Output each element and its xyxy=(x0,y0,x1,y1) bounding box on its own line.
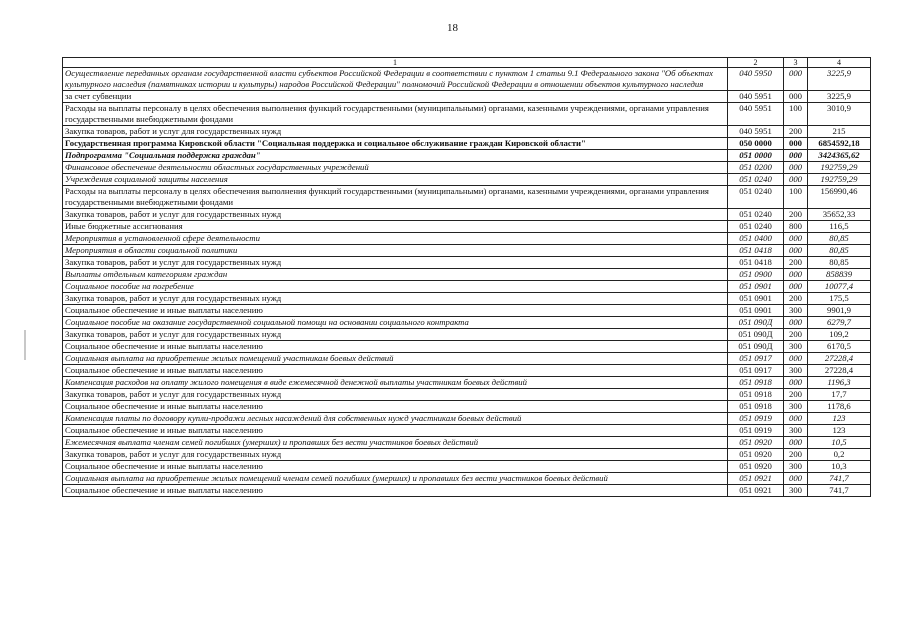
row-vr-cell: 800 xyxy=(784,221,808,233)
row-vr-cell: 300 xyxy=(784,401,808,413)
row-name-cell: Иные бюджетные ассигнования xyxy=(63,221,728,233)
row-name-cell: Подпрограмма "Социальная поддержка граждан" xyxy=(63,150,728,162)
table-row xyxy=(63,257,871,269)
table-row xyxy=(63,293,871,305)
row-vr-cell: 200 xyxy=(784,329,808,341)
row-code-cell: 051 0921 xyxy=(728,473,784,485)
row-code-cell: 040 5950 xyxy=(728,68,784,91)
row-vr-cell: 300 xyxy=(784,485,808,497)
page-number: 18 xyxy=(447,22,458,34)
table-row xyxy=(63,91,871,103)
scan-margin-mark xyxy=(24,330,26,360)
row-vr-cell: 100 xyxy=(784,186,808,209)
table-row xyxy=(63,162,871,174)
row-sum-cell: 858839 xyxy=(808,269,871,281)
row-code-cell: 051 0918 xyxy=(728,377,784,389)
table-body xyxy=(63,68,871,497)
row-code-cell: 051 0418 xyxy=(728,245,784,257)
row-code-cell: 051 0921 xyxy=(728,485,784,497)
row-vr-cell: 200 xyxy=(784,257,808,269)
budget-table xyxy=(62,57,871,497)
table-row xyxy=(63,269,871,281)
table-row xyxy=(63,461,871,473)
row-vr-cell: 000 xyxy=(784,68,808,91)
row-sum-cell: 3010,9 xyxy=(808,103,871,126)
row-code-cell: 051 0240 xyxy=(728,186,784,209)
row-code-cell: 051 0900 xyxy=(728,269,784,281)
row-code-cell: 051 0901 xyxy=(728,293,784,305)
row-sum-cell: 35652,33 xyxy=(808,209,871,221)
row-sum-cell: 10077,4 xyxy=(808,281,871,293)
header-col-sum: 4 xyxy=(808,58,871,68)
row-code-cell: 051 0901 xyxy=(728,305,784,317)
row-vr-cell: 100 xyxy=(784,103,808,126)
row-sum-cell: 3424365,62 xyxy=(808,150,871,162)
row-sum-cell: 80,85 xyxy=(808,245,871,257)
row-vr-cell: 000 xyxy=(784,174,808,186)
row-name-cell: Компенсация расходов на оплату жилого помещения в виде ежемесячной денежной выплаты участникам боевых действий xyxy=(63,377,728,389)
row-sum-cell: 1196,3 xyxy=(808,377,871,389)
row-sum-cell: 116,5 xyxy=(808,221,871,233)
row-code-cell: 040 5951 xyxy=(728,91,784,103)
table-row xyxy=(63,103,871,126)
table-row xyxy=(63,233,871,245)
table-row xyxy=(63,221,871,233)
row-sum-cell: 0,2 xyxy=(808,449,871,461)
row-sum-cell: 80,85 xyxy=(808,257,871,269)
row-sum-cell: 17,7 xyxy=(808,389,871,401)
row-vr-cell: 000 xyxy=(784,473,808,485)
row-vr-cell: 000 xyxy=(784,353,808,365)
row-sum-cell: 215 xyxy=(808,126,871,138)
row-name-cell: Социальное обеспечение и иные выплаты населению xyxy=(63,401,728,413)
table-row xyxy=(63,317,871,329)
row-code-cell: 051 0918 xyxy=(728,389,784,401)
table-row xyxy=(63,485,871,497)
row-name-cell: Учреждения социальной защиты населения xyxy=(63,174,728,186)
row-code-cell: 051 0920 xyxy=(728,449,784,461)
table-row xyxy=(63,437,871,449)
row-vr-cell: 000 xyxy=(784,138,808,150)
row-name-cell: Социальное обеспечение и иные выплаты населению xyxy=(63,365,728,377)
table-row xyxy=(63,365,871,377)
row-vr-cell: 300 xyxy=(784,365,808,377)
table-row xyxy=(63,425,871,437)
row-sum-cell: 3225,9 xyxy=(808,68,871,91)
row-name-cell: Финансовое обеспечение деятельности областных государственных учреждений xyxy=(63,162,728,174)
row-name-cell: Закупка товаров, работ и услуг для государственных нужд xyxy=(63,389,728,401)
table-row xyxy=(63,377,871,389)
row-code-cell: 051 0418 xyxy=(728,257,784,269)
table-header-row xyxy=(63,58,871,68)
row-name-cell: Закупка товаров, работ и услуг для государственных нужд xyxy=(63,293,728,305)
row-sum-cell: 80,85 xyxy=(808,233,871,245)
table-row xyxy=(63,126,871,138)
row-name-cell: Социальное обеспечение и иные выплаты населению xyxy=(63,461,728,473)
row-vr-cell: 000 xyxy=(784,233,808,245)
row-name-cell: Закупка товаров, работ и услуг для государственных нужд xyxy=(63,257,728,269)
row-name-cell: Расходы на выплаты персоналу в целях обеспечения выполнения функций государственными (муниципальными) органами, казенными учреждениями, органами управления государственными внебюджетными фондами xyxy=(63,186,728,209)
row-sum-cell: 9901,9 xyxy=(808,305,871,317)
table-row xyxy=(63,341,871,353)
row-sum-cell: 123 xyxy=(808,413,871,425)
row-vr-cell: 000 xyxy=(784,437,808,449)
row-vr-cell: 300 xyxy=(784,341,808,353)
row-code-cell: 051 0917 xyxy=(728,365,784,377)
table-row xyxy=(63,281,871,293)
row-name-cell: Расходы на выплаты персоналу в целях обеспечения выполнения функций государственными (муниципальными) органами, казенными учреждениями, органами управления государственными внебюджетными фондами xyxy=(63,103,728,126)
row-name-cell: Ежемесячная выплата членам семей погибших (умерших) и пропавших без вести участников боевых действий xyxy=(63,437,728,449)
table-row xyxy=(63,473,871,485)
header-col-vr: 3 xyxy=(784,58,808,68)
row-vr-cell: 000 xyxy=(784,269,808,281)
row-vr-cell: 000 xyxy=(784,150,808,162)
row-sum-cell: 6854592,18 xyxy=(808,138,871,150)
row-code-cell: 051 0920 xyxy=(728,461,784,473)
row-sum-cell: 741,7 xyxy=(808,473,871,485)
row-code-cell: 051 0919 xyxy=(728,413,784,425)
table-row xyxy=(63,186,871,209)
row-name-cell: Выплаты отдельным категориям граждан xyxy=(63,269,728,281)
row-name-cell: Социальное обеспечение и иные выплаты населению xyxy=(63,485,728,497)
row-sum-cell: 10,5 xyxy=(808,437,871,449)
table-row xyxy=(63,174,871,186)
row-code-cell: 051 090Д xyxy=(728,341,784,353)
row-code-cell: 051 0240 xyxy=(728,209,784,221)
row-vr-cell: 200 xyxy=(784,126,808,138)
row-name-cell: Закупка товаров, работ и услуг для государственных нужд xyxy=(63,449,728,461)
header-col-name: 1 xyxy=(63,58,728,68)
row-code-cell: 040 5951 xyxy=(728,103,784,126)
row-sum-cell: 192759,29 xyxy=(808,174,871,186)
row-code-cell: 051 090Д xyxy=(728,317,784,329)
table-row xyxy=(63,413,871,425)
row-vr-cell: 200 xyxy=(784,293,808,305)
row-code-cell: 051 0240 xyxy=(728,221,784,233)
row-name-cell: Социальное обеспечение и иные выплаты населению xyxy=(63,305,728,317)
header-col-code: 2 xyxy=(728,58,784,68)
row-name-cell: Компенсация платы по договору купли-продажи лесных насаждений для собственных нужд участникам боевых действий xyxy=(63,413,728,425)
row-name-cell: Осуществление переданных органам государственной власти субъектов Российской Федерации в соответствии с пунктом 1 статьи 9.1 Федерального закона "Об объектах культурного наследия (памятниках истории и культуры) народов Российской Федерации" полномочий Российской Федерации в отношении объектов культурного наследия xyxy=(63,68,728,91)
row-name-cell: Социальное пособие на оказание государственной социальной помощи на основании социального контракта xyxy=(63,317,728,329)
row-code-cell: 051 090Д xyxy=(728,329,784,341)
row-name-cell: Закупка товаров, работ и услуг для государственных нужд xyxy=(63,329,728,341)
row-sum-cell: 27228,4 xyxy=(808,353,871,365)
row-vr-cell: 200 xyxy=(784,209,808,221)
row-code-cell: 050 0000 xyxy=(728,138,784,150)
row-name-cell: Закупка товаров, работ и услуг для государственных нужд xyxy=(63,209,728,221)
row-sum-cell: 10,3 xyxy=(808,461,871,473)
row-sum-cell: 3225,9 xyxy=(808,91,871,103)
table-row xyxy=(63,329,871,341)
row-name-cell: Социальное обеспечение и иные выплаты населению xyxy=(63,341,728,353)
row-name-cell: Социальное обеспечение и иные выплаты населению xyxy=(63,425,728,437)
row-sum-cell: 6279,7 xyxy=(808,317,871,329)
table-row xyxy=(63,150,871,162)
row-sum-cell: 6170,5 xyxy=(808,341,871,353)
row-name-cell: Мероприятия в установленной сфере деятельности xyxy=(63,233,728,245)
row-name-cell: Социальная выплата на приобретение жилых помещений членам семей погибших (умерших) и пропавших без вести участников боевых действий xyxy=(63,473,728,485)
row-vr-cell: 200 xyxy=(784,449,808,461)
table-row xyxy=(63,209,871,221)
row-sum-cell: 1178,6 xyxy=(808,401,871,413)
row-code-cell: 051 0918 xyxy=(728,401,784,413)
row-name-cell: за счет субвенции xyxy=(63,91,728,103)
row-vr-cell: 000 xyxy=(784,91,808,103)
row-code-cell: 051 0917 xyxy=(728,353,784,365)
row-vr-cell: 000 xyxy=(784,377,808,389)
row-vr-cell: 300 xyxy=(784,305,808,317)
row-vr-cell: 000 xyxy=(784,245,808,257)
table-row xyxy=(63,401,871,413)
table-row xyxy=(63,68,871,91)
table-row xyxy=(63,389,871,401)
row-code-cell: 051 0240 xyxy=(728,174,784,186)
row-code-cell: 051 0200 xyxy=(728,162,784,174)
table-row xyxy=(63,305,871,317)
row-sum-cell: 175,5 xyxy=(808,293,871,305)
row-vr-cell: 300 xyxy=(784,461,808,473)
row-sum-cell: 123 xyxy=(808,425,871,437)
row-code-cell: 051 0919 xyxy=(728,425,784,437)
row-name-cell: Государственная программа Кировской области "Социальная поддержка и социальное обслуживание граждан Кировской области" xyxy=(63,138,728,150)
row-name-cell: Социальная выплата на приобретение жилых помещений участникам боевых действий xyxy=(63,353,728,365)
table-row xyxy=(63,353,871,365)
row-vr-cell: 300 xyxy=(784,425,808,437)
row-vr-cell: 000 xyxy=(784,162,808,174)
row-vr-cell: 200 xyxy=(784,389,808,401)
row-name-cell: Мероприятия в области социальной политики xyxy=(63,245,728,257)
row-sum-cell: 156990,46 xyxy=(808,186,871,209)
row-code-cell: 051 0901 xyxy=(728,281,784,293)
row-code-cell: 051 0920 xyxy=(728,437,784,449)
row-sum-cell: 741,7 xyxy=(808,485,871,497)
row-code-cell: 040 5951 xyxy=(728,126,784,138)
row-code-cell: 051 0000 xyxy=(728,150,784,162)
row-sum-cell: 27228,4 xyxy=(808,365,871,377)
row-sum-cell: 109,2 xyxy=(808,329,871,341)
row-vr-cell: 000 xyxy=(784,413,808,425)
row-name-cell: Социальное пособие на погребение xyxy=(63,281,728,293)
table-row xyxy=(63,138,871,150)
row-code-cell: 051 0400 xyxy=(728,233,784,245)
row-vr-cell: 000 xyxy=(784,281,808,293)
row-sum-cell: 192759,29 xyxy=(808,162,871,174)
row-name-cell: Закупка товаров, работ и услуг для государственных нужд xyxy=(63,126,728,138)
row-vr-cell: 000 xyxy=(784,317,808,329)
table-row xyxy=(63,245,871,257)
table-row xyxy=(63,449,871,461)
